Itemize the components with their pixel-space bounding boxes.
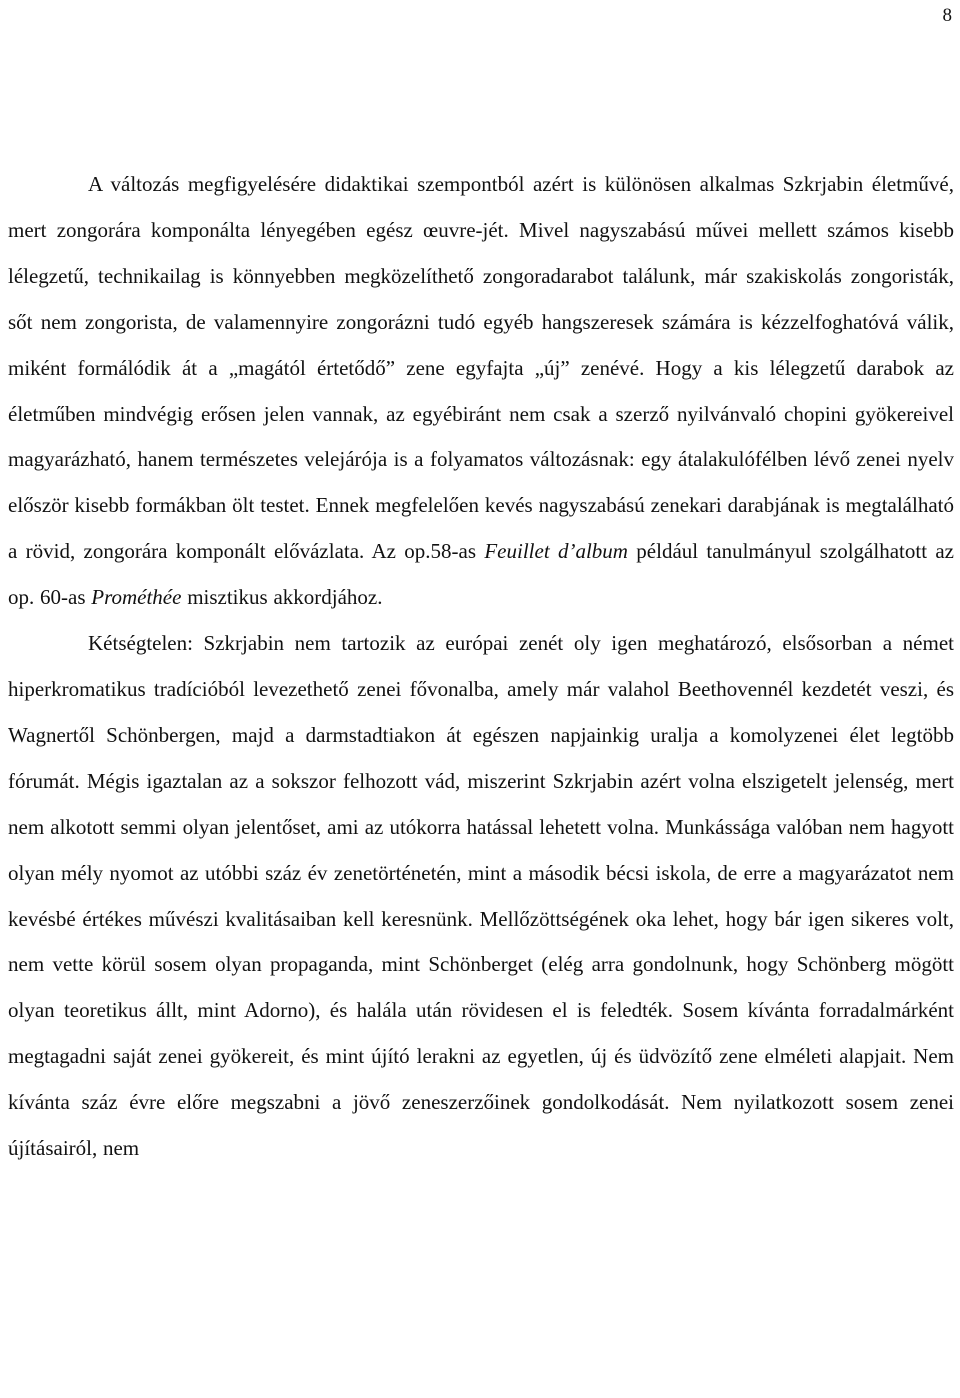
text-segment: Kétségtelen: Szkrjabin nem tartozik az európai zenét oly igen meghatározó, elsősorban a német hiperkromatikus tradícióból levezethető zenei fővonalba, amely már valahol Beethovennél kezdetét veszi, és Wagnertől Schönbergen, majd a darmstadtiakon át egészen napjainkig uralja a komolyzenei élet legtöbb fórumát. Mégis igaztalan az a sokszor felhozott vád, miszerint Szkrjabin azért volna elszigetelt jelenség, mert nem alkotott semmi olyan jelentőset, ami az utókorra hatással lehetett volna. Munkássága valóban nem hagyott olyan mély nyomot az utóbbi száz év zenetörténetén, mint a második bécsi iskola, de erre a magyarázatot nem kevésbé értékes művészi kvalitásaiban kell keresnünk. Mellőzöttségének oka lehet, hogy bár igen sikeres volt, nem vette körül sosem olyan propaganda, mint Schönberget (elég arra gondolnunk, hogy Schönberg mögött olyan teoretikus állt, mint Adorno), és halála után rövidesen el is feledték. Sosem kívánta forradalmárként megtagadni saját zenei gyökereit, és mint újító lerakni az egyetlen, új és üdvözítő zene elméleti alapjait. Nem kívánta száz évre előre megszabni a jövő zeneszerzőinek gondolkodását. Nem nyilatkozott sosem zenei újításairól, nem — [8, 631, 954, 1161]
body-text — [8, 162, 954, 1172]
work-title-feuillet-dalbum: Feuillet d’album — [484, 539, 628, 564]
page-number: 8 — [942, 5, 952, 26]
work-title-promethee: Prométhée — [91, 585, 182, 610]
text-segment: például tanulmányul szolgálhatott az op. 60-as — [8, 539, 954, 610]
paragraph — [8, 162, 954, 621]
paragraph — [8, 621, 954, 1172]
text-segment: A változás megfigyelésére didaktikai szempontból azért is különösen alkalmas Szkrjabin életművé, mert zongorára komponálta lényegében egész œuvre-jét. Mivel nagyszabású művei mellett számos kisebb lélegzetű, technikailag is könnyebben megközelíthető zongoradarabot találunk, már szakiskolás zongoristák, sőt nem zongorista, de valamennyire zongorázni tudó egyéb hangszeresek számára is kézzelfoghatóvá válik, miként formálódik át a „magától értetődő” zene egyfajta „új” zenévé. Hogy a kis lélegzetű darabok az életműben mindvégig erősen jelen vannak, az egyébiránt nem csak a szerző nyilvánvaló chopini gyökereivel magyarázható, hanem természetes velejárója is a folyamatos változásnak: egy átalakulófélben lévő zenei nyelv először kisebb formákban ölt testet. Ennek megfelelően kevés nagyszabású zenekari darabjának is megtalálható a rövid, zongorára komponált elővázlata. Az op.58-as — [8, 172, 954, 564]
text-segment: misztikus akkordjához. — [181, 585, 383, 610]
